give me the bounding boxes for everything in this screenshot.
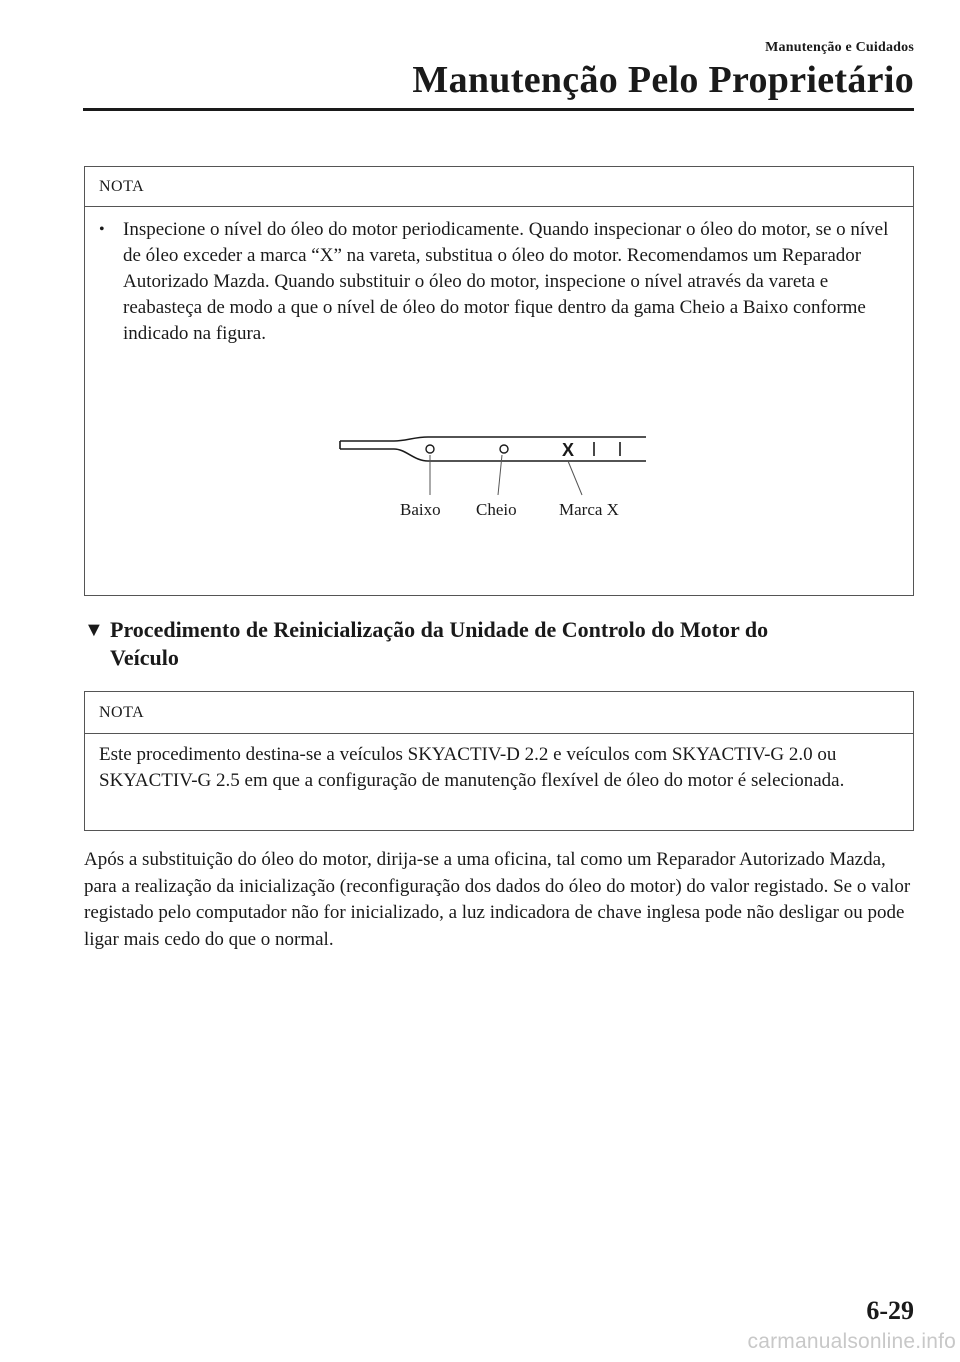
page-number: 6-29 <box>866 1296 914 1325</box>
triangle-down-icon: ▼ <box>84 619 104 641</box>
list-item <box>99 217 899 347</box>
page-title: Manutenção Pelo Proprietário <box>412 59 914 101</box>
note-text: Inspecione o nível do óleo do motor periodicamente. Quando inspecionar o óleo do motor, se o nível de óleo exceder a marca “X” na vareta, substitua o óleo do motor. Recomendamos um Reparador Autorizado Mazda. Quando substituir o óleo do motor, inspecione o nível através da vareta e reabasteça de modo a que o nível de óleo do motor fique dentro da gama Cheio a Baixo conforme indicado na figura. <box>123 219 889 344</box>
section-heading <box>84 616 914 672</box>
note-text: Este procedimento destina-se a veículos SKYACTIV-D 2.2 e veículos com SKYACTIV-G 2.0 ou SKYACTIV-G 2.5 em que a configuração de manutenção flexível de óleo do motor é selecionada. <box>99 744 845 791</box>
label-mark: Marca X <box>559 500 619 519</box>
note-label: NOTA <box>85 692 913 734</box>
body-paragraph: Após a substituição do óleo do motor, dirija-se a uma oficina, tal como um Reparador Autorizado Mazda, para a realização da inicialização (reconfiguração dos dados do óleo do motor) do valor registado. Se o valor registado pelo computador não for inicializado, a luz indicadora de chave inglesa pode não desligar ou pode ligar mais cedo do que o normal. <box>84 849 911 950</box>
note-label: NOTA <box>85 167 913 207</box>
bullet-icon: • <box>99 221 105 238</box>
section-heading-text: Procedimento de Reinicialização da Unidade de Controlo do Motor do Veículo <box>110 617 769 670</box>
dipstick-figure <box>334 425 664 525</box>
full-mark-icon <box>500 445 508 453</box>
note-body <box>85 207 913 359</box>
label-low: Baixo <box>400 500 441 519</box>
header-rule <box>83 108 914 111</box>
label-full: Cheio <box>476 500 517 519</box>
dipstick-shape <box>340 437 646 461</box>
note-box-2 <box>84 691 914 831</box>
watermark: carmanualsonline.info <box>747 1330 956 1353</box>
x-mark-glyph: X <box>562 440 575 460</box>
low-mark-icon <box>426 445 434 453</box>
header-section: Manutenção e Cuidados <box>765 40 914 55</box>
note-box-1 <box>84 166 914 596</box>
leader-line <box>568 461 582 495</box>
